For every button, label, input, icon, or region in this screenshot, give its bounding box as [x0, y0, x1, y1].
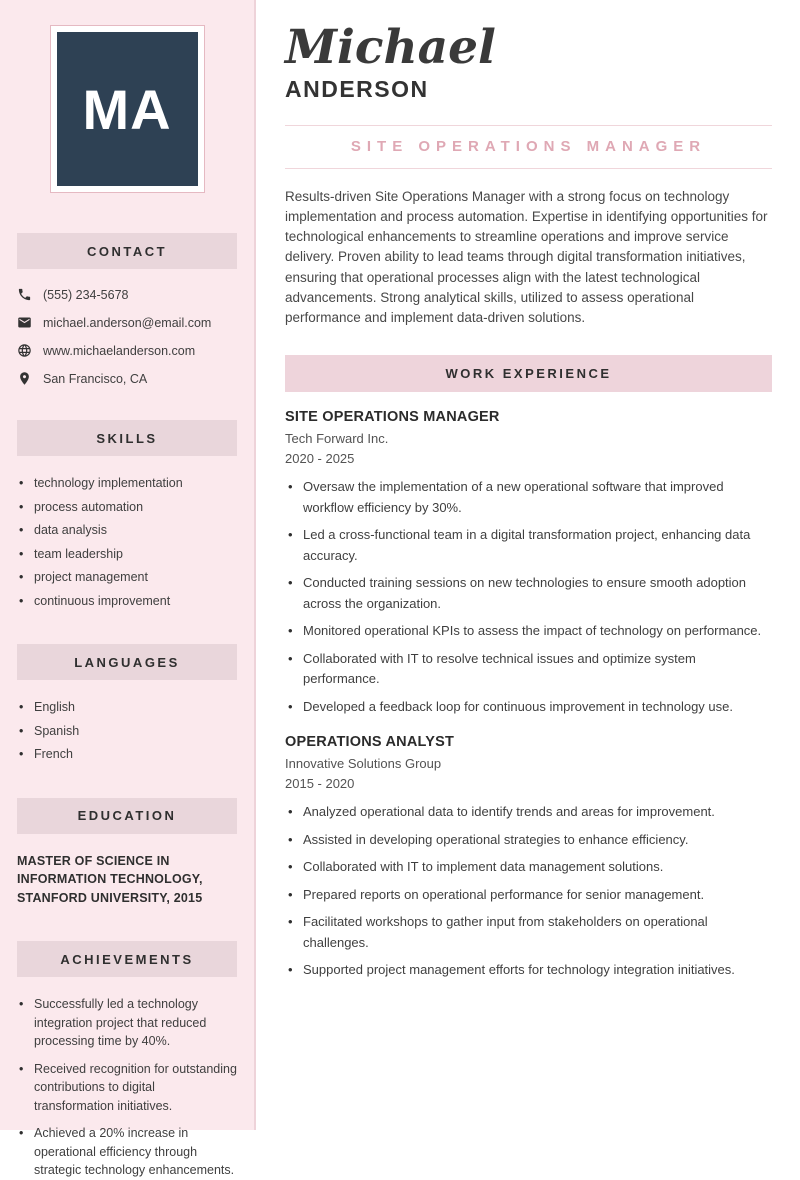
job-title-band [285, 125, 772, 169]
monogram-avatar [57, 32, 198, 186]
job-entry-1 [285, 409, 772, 717]
contact-website-text: www.michaelanderson.com [43, 343, 196, 358]
contact-section [17, 233, 237, 386]
education-section [17, 798, 237, 908]
job-2-bullets [285, 802, 772, 981]
contact-phone-text: (555) 234-5678 [43, 287, 129, 302]
sidebar [0, 0, 256, 1177]
job-bullet: • Supported project management efforts for technology integration initiatives. [285, 960, 772, 981]
phone-icon [17, 287, 32, 302]
skills-section [17, 420, 237, 610]
contact-item-location [17, 371, 237, 386]
contact-section-title: CONTACT [17, 233, 237, 269]
job-bullet: • Prepared reports on operational performance for senior management. [285, 885, 772, 906]
job-bullet: • Developed a feedback loop for continuous improvement in technology use. [285, 697, 772, 718]
skills-list [17, 474, 237, 610]
language-item: • Spanish [17, 722, 237, 741]
languages-section-title: LANGUAGES [17, 644, 237, 680]
language-item: • French [17, 745, 237, 764]
job-2-dates: 2015 - 2020 [285, 776, 355, 792]
skill-item: • project management [17, 568, 237, 587]
globe-icon [17, 343, 32, 358]
job-bullet: • Facilitated workshops to gather input from stakeholders on operational challenges. [285, 912, 772, 953]
job-bullet: • Collaborated with IT to implement data management solutions. [285, 857, 772, 878]
language-item: • English [17, 698, 237, 717]
languages-section [17, 644, 237, 764]
last-name: ANDERSON [285, 75, 429, 102]
job-1-title: SITE OPERATIONS MANAGER [285, 409, 500, 426]
job-1-bullets [285, 477, 772, 717]
job-2-company: Innovative Solutions Group [285, 756, 442, 772]
skill-item: • data analysis [17, 521, 237, 540]
skill-item: • technology implementation [17, 474, 237, 493]
page-title: SITE OPERATIONS MANAGER [350, 137, 707, 155]
skill-item: • continuous improvement [17, 592, 237, 611]
first-name: Michael [285, 20, 496, 75]
name-header [285, 22, 772, 103]
email-icon [17, 315, 32, 330]
monogram-initials: MA [82, 77, 172, 141]
main-content [256, 0, 800, 1130]
achievements-list [17, 995, 237, 1180]
job-bullet: • Collaborated with IT to resolve technical issues and optimize system performance. [285, 649, 772, 690]
job-bullet: • Assisted in developing operational strategies to enhance efficiency. [285, 830, 772, 851]
achievements-section-title: ACHIEVEMENTS [17, 941, 237, 977]
education-section-title: EDUCATION [17, 798, 237, 834]
contact-item-website [17, 343, 237, 358]
skill-item: • process automation [17, 498, 237, 517]
job-bullet: • Conducted training sessions on new technologies to ensure smooth adoption across the organization. [285, 573, 772, 614]
skill-item: • team leadership [17, 545, 237, 564]
job-bullet: • Oversaw the implementation of a new operational software that improved workflow efficiency by 30%. [285, 477, 772, 518]
contact-item-phone [17, 287, 237, 302]
work-experience-header: WORK EXPERIENCE [285, 355, 772, 392]
skills-section-title: SKILLS [17, 420, 237, 456]
monogram-frame [50, 25, 205, 193]
achievement-item: • Successfully led a technology integration project that reduced processing time by 40%. [17, 995, 237, 1051]
contact-email-text: michael.anderson@email.com [43, 315, 212, 330]
professional-summary: Results-driven Site Operations Manager with a strong focus on technology implementation and process automation. Expertise in identifying opportunities for technological enhancements to streamline operations and improve service delivery. Proven ability to lead teams through digital transformation initiatives, ensuring that operational processes align with the latest technological advancements. Strong analytical skills, utilized to assess operational performance and implement data-driven solutions. [285, 188, 768, 325]
job-1-dates: 2020 - 2025 [285, 451, 355, 467]
achievements-section [17, 941, 237, 1180]
job-1-company: Tech Forward Inc. [285, 431, 389, 447]
achievement-item: • Achieved a 20% increase in operational efficiency through strategic technology enhancements. [17, 1124, 237, 1180]
job-bullet: • Analyzed operational data to identify trends and areas for improvement. [285, 802, 772, 823]
languages-list [17, 698, 237, 764]
job-bullet: • Monitored operational KPIs to assess the impact of technology on performance. [285, 621, 772, 642]
job-entry-2 [285, 734, 772, 981]
contact-location-text: San Francisco, CA [43, 371, 148, 386]
education-degree: MASTER OF SCIENCE IN INFORMATION TECHNOLOGY, STANFORD UNIVERSITY, 2015 [17, 853, 203, 905]
achievement-item: • Received recognition for outstanding contributions to digital transformation initiatives. [17, 1060, 237, 1116]
contact-item-email [17, 315, 237, 330]
job-2-title: OPERATIONS ANALYST [285, 734, 455, 751]
contact-list [17, 287, 237, 386]
job-bullet: • Led a cross-functional team in a digital transformation project, enhancing data accuracy. [285, 525, 772, 566]
location-icon [17, 371, 32, 386]
